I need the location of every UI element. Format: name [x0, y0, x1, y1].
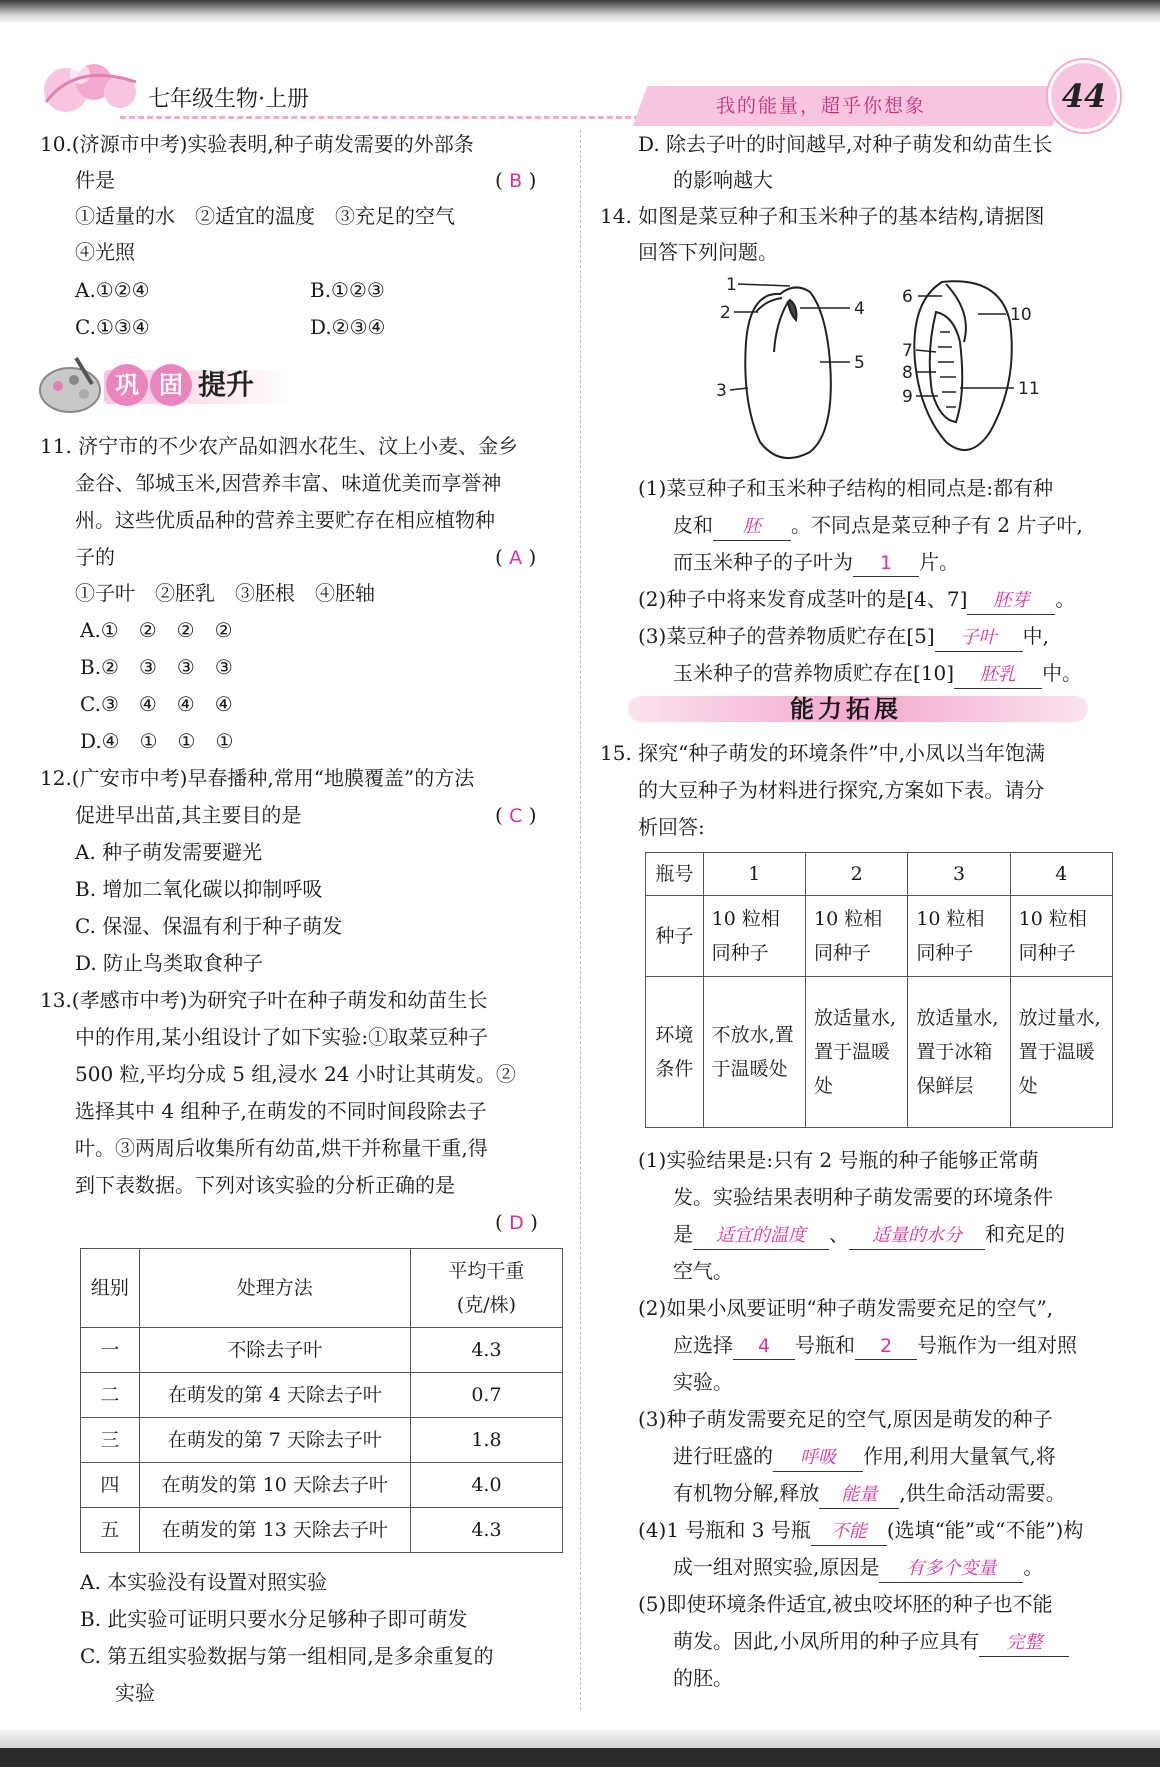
section-char-1: 巩 [106, 364, 148, 406]
q15-stem-line2: 的大豆种子为材料进行探究,方案如下表。请分 [638, 778, 1045, 802]
th-bottle: 瓶号 [646, 853, 704, 896]
diagram-label-7: 7 [902, 341, 913, 361]
q15-p1-line4: 空气。 [673, 1259, 733, 1283]
cell-group: 一 [81, 1328, 140, 1373]
column-divider [580, 130, 581, 1710]
row-head: 种子 [646, 896, 704, 977]
cell-env: 不放水,置于温暖处 [703, 977, 805, 1128]
cell-weight: 1.8 [410, 1418, 562, 1463]
answer-blank: 胚芽 [967, 588, 1055, 615]
th-col: 1 [703, 853, 805, 896]
section-consolidate-banner [36, 350, 296, 418]
text: 号瓶作为一组对照 [917, 1333, 1077, 1357]
q11-choice-d: D.④ ① ① ① [80, 729, 234, 753]
answer-blank: 4 [733, 1333, 795, 1360]
q11-options: ①子叶 ②胚乳 ③胚根 ④胚轴 [75, 581, 375, 605]
diagram-label-10: 10 [1010, 305, 1032, 325]
q13-th-weight-line1: 平均干重 [448, 1260, 525, 1282]
q10-choice-d: D.②③④ [310, 315, 386, 339]
q12-answer-value: C [509, 805, 523, 827]
q13-choice-a: A. 本实验没有设置对照实验 [80, 1570, 328, 1594]
diagram-label-5: 5 [854, 353, 865, 373]
q11-answer-value: A [509, 547, 523, 569]
diagram-label-11: 11 [1018, 379, 1040, 399]
text: 玉米种子的营养物质贮存在[10] [673, 661, 955, 685]
answer-blank: 有多个变量 [879, 1556, 1023, 1583]
header-slogan: 我的能量，超乎你想象 [716, 95, 927, 117]
q13-choice-d-line2: 的影响越大 [673, 168, 773, 192]
q15-p3-line3 [673, 1475, 1066, 1511]
q12-choice-d: D. 防止鸟类取食种子 [75, 951, 264, 975]
th-col: 2 [806, 853, 908, 896]
text: 是 [673, 1222, 693, 1246]
q13-stem-line6: 到下表数据。下列对该实验的分析正确的是 [75, 1173, 455, 1197]
table-row [81, 1508, 563, 1553]
header-dashline [120, 116, 640, 119]
answer-blank: 能量 [819, 1482, 899, 1509]
q14-p1-line3 [673, 544, 959, 580]
cell-env: 放过量水,置于温暖处 [1010, 977, 1112, 1128]
text: 成一组对照实验,原因是 [673, 1555, 880, 1579]
diagram-label-3: 3 [716, 381, 727, 401]
cell-env: 放适量水,置于温暖处 [806, 977, 908, 1128]
q12-answer: ( C ) [495, 803, 537, 827]
text: ,供生命活动需要。 [899, 1481, 1066, 1505]
cell-seed: 10 粒相同种子 [806, 896, 908, 977]
table-row [81, 1373, 563, 1418]
section-expand-title: 能力拓展 [790, 695, 902, 723]
q11-stem-line4: 子的 [75, 545, 115, 569]
q10-choice-a: A.①②④ [75, 278, 150, 302]
answer-blank: 完整 [979, 1630, 1069, 1657]
q11-stem-line2: 金谷、邹城玉米,因营养丰富、味道优美而享誉神 [75, 471, 502, 495]
text: (4)1 号瓶和 3 号瓶 [638, 1518, 811, 1542]
q13-table-header [81, 1249, 563, 1328]
q15-p5-line1: (5)即使环境条件适宜,被虫咬坏胚的种子也不能 [638, 1592, 1053, 1616]
cell-method: 在萌发的第 13 天除去子叶 [139, 1508, 410, 1553]
q13-answer: ( D ) [495, 1210, 538, 1234]
cell-weight: 0.7 [410, 1373, 562, 1418]
q13-stem-line1: 13.(孝感市中考)为研究子叶在种子萌发和幼苗生长 [40, 988, 488, 1012]
q15-p1-line1: (1)实验结果是:只有 2 号瓶的种子能够正常萌 [638, 1148, 1039, 1172]
q11-answer: ( A ) [495, 545, 537, 569]
text: 。不同点是菜豆种子有 2 片子叶, [791, 513, 1083, 537]
q12-choice-c: C. 保湿、保温有利于种子萌发 [75, 914, 343, 938]
header-title: 七年级生物·上册 [148, 87, 309, 112]
bean-seed [745, 287, 831, 458]
text: 萌发。因此,小凤所用的种子应具有 [673, 1629, 980, 1653]
diagram-label-8: 8 [902, 363, 913, 383]
diagram-label-1: 1 [726, 275, 737, 295]
q12-stem-line2: 促进早出苗,其主要目的是 [75, 803, 302, 827]
q11-choice-b: B.② ③ ③ ③ [80, 655, 233, 679]
q13-choice-d-line1: D. 除去子叶的时间越早,对种子萌发和幼苗生长 [638, 132, 1053, 156]
cell-seed: 10 粒相同种子 [908, 896, 1010, 977]
cell-weight: 4.3 [410, 1508, 562, 1553]
q10-stem-line1: 10.(济源市中考)实验表明,种子萌发需要的外部条 [40, 132, 474, 156]
cell-seed: 10 粒相同种子 [1010, 896, 1112, 977]
q10-options-line2: ④光照 [75, 240, 135, 264]
q13-choice-c-line1: C. 第五组实验数据与第一组相同,是多余重复的 [80, 1644, 494, 1668]
q14-stem-line2: 回答下列问题。 [638, 240, 778, 264]
cell-group: 三 [81, 1418, 140, 1463]
text: 皮和 [673, 513, 713, 537]
cell-seed: 10 粒相同种子 [703, 896, 805, 977]
text: (3)菜豆种子的营养物质贮存在[5] [638, 624, 935, 648]
q15-p2-line2 [673, 1327, 1077, 1363]
q13-choice-c-line2: 实验 [115, 1681, 155, 1705]
q15-p5-line2 [673, 1623, 1069, 1659]
cell-method: 在萌发的第 4 天除去子叶 [139, 1373, 410, 1418]
palette-icon [36, 350, 106, 418]
q12-choice-b: B. 增加二氧化碳以抑制呼吸 [75, 877, 323, 901]
answer-blank: 适宜的温度 [693, 1223, 829, 1250]
answer-blank: 适量的水分 [849, 1223, 985, 1250]
text: 中, [1022, 624, 1050, 648]
text: 和充足的 [985, 1222, 1065, 1246]
table-row [81, 1328, 563, 1373]
answer-blank: 子叶 [935, 625, 1023, 652]
q15-p3-line1: (3)种子萌发需要充足的空气,原因是萌发的种子 [638, 1407, 1053, 1431]
q10-answer: ( B ) [495, 168, 537, 192]
q13-stem-line2: 中的作用,某小组设计了如下实验:①取菜豆种子 [75, 1025, 489, 1049]
q14-p1-line1: (1)菜豆种子和玉米种子结构的相同点是:都有种 [638, 476, 1054, 500]
q13-th-group: 组别 [81, 1249, 140, 1328]
q13-stem-line3: 500 粒,平均分成 5 组,浸水 24 小时让其萌发。② [75, 1062, 516, 1086]
q11-choice-c: C.③ ④ ④ ④ [80, 692, 233, 716]
q15-p5-line3: 的胚。 [673, 1666, 733, 1690]
q11-choice-a: A.① ② ② ② [80, 618, 233, 642]
text: 。 [1055, 587, 1076, 611]
q13-th-weight [410, 1249, 562, 1328]
q15-p4-line2 [673, 1549, 1043, 1585]
q12-choice-a: A. 种子萌发需要避光 [75, 840, 263, 864]
q10-choice-b: B.①②③ [310, 278, 385, 302]
text: (选填“能”或“不能”)构 [886, 1518, 1084, 1542]
answer-blank: 胚乳 [954, 662, 1042, 689]
text: 。 [1023, 1555, 1044, 1579]
q15-p1-line3 [673, 1216, 1065, 1252]
q14-p1-line2 [673, 507, 1083, 543]
cell-weight: 4.0 [410, 1463, 562, 1508]
q15-p2-line3: 实验。 [673, 1370, 733, 1394]
diagram-label-4: 4 [854, 299, 865, 319]
q15-p2-line1: (2)如果小凤要证明“种子萌发需要充足的空气”, [638, 1296, 1054, 1320]
text: 作用,利用大量氧气,将 [863, 1444, 1056, 1468]
q15-stem-line1: 15. 探究“种子萌发的环境条件”中,小凤以当年饱满 [600, 741, 1045, 765]
q13-choice-b: B. 此实验可证明只要水分足够种子即可萌发 [80, 1607, 468, 1631]
flower-ornament [36, 52, 146, 122]
scan-top-edge [0, 0, 1160, 22]
q15-stem-line3: 析回答: [638, 815, 705, 839]
cell-method: 在萌发的第 7 天除去子叶 [139, 1418, 410, 1463]
cell-env: 放适量水,置于冰箱保鲜层 [908, 977, 1010, 1128]
answer-blank: 胚 [713, 514, 791, 541]
q15-p4-line1 [638, 1512, 1083, 1548]
seed-diagram [710, 272, 1070, 468]
scan-bottom-bar [0, 1748, 1160, 1767]
q14-p3-line1 [638, 618, 1049, 654]
text: 号瓶和 [795, 1333, 855, 1357]
q13-table [80, 1248, 563, 1553]
table-row [81, 1463, 563, 1508]
cell-group: 四 [81, 1463, 140, 1508]
corn-seed [914, 281, 1011, 450]
table-row [81, 1418, 563, 1463]
cell-group: 二 [81, 1373, 140, 1418]
section-title: 提升 [198, 368, 255, 401]
table-row [646, 896, 1113, 977]
q14-p2 [638, 581, 1075, 617]
text: 片。 [919, 550, 959, 574]
page-number: 44 [1048, 60, 1120, 132]
q11-stem-line3: 州。这些优质品种的营养主要贮存在相应植物种 [75, 508, 495, 532]
text: 应选择 [673, 1333, 733, 1357]
q10-choice-c: C.①③④ [75, 315, 150, 339]
q14-p3-line2 [673, 655, 1082, 691]
text: 而玉米种子的子叶为 [673, 550, 853, 574]
scan-bottom-edge [0, 1730, 1160, 1748]
diagram-label-2: 2 [720, 303, 731, 323]
cell-weight: 4.3 [410, 1328, 562, 1373]
q11-stem-line1: 11. 济宁市的不少农产品如泗水花生、汶上小麦、金乡 [40, 434, 519, 458]
table-row [646, 853, 1113, 896]
q10-options-line1: ①适量的水 ②适宜的温度 ③充足的空气 [75, 204, 455, 228]
q15-p3-line2 [673, 1438, 1056, 1474]
cell-method: 不除去子叶 [139, 1328, 410, 1373]
answer-blank: 2 [855, 1333, 917, 1360]
q13-th-method: 处理方法 [139, 1249, 410, 1328]
answer-blank: 呼吸 [773, 1445, 863, 1472]
th-col: 4 [1010, 853, 1112, 896]
text: 、 [829, 1222, 849, 1246]
section-char-2: 固 [150, 364, 192, 406]
q13-stem-line5: 叶。③两周后收集所有幼苗,烘干并称量干重,得 [75, 1136, 488, 1160]
diagram-label-9: 9 [902, 387, 913, 407]
answer-blank: 1 [853, 550, 919, 577]
th-col: 3 [908, 853, 1010, 896]
answer-blank: 不能 [811, 1519, 887, 1546]
diagram-label-6: 6 [902, 287, 913, 307]
row-head: 环境条件 [646, 977, 704, 1128]
text: (2)种子中将来发育成茎叶的是[4、7] [638, 587, 968, 611]
q10-stem-line2: 件是 [75, 168, 115, 192]
q13-answer-value: D [509, 1212, 524, 1234]
table-row [646, 977, 1113, 1128]
text: 有机物分解,释放 [673, 1481, 820, 1505]
text: 进行旺盛的 [673, 1444, 773, 1468]
q15-p1-line2: 发。实验结果表明种子萌发需要的环境条件 [673, 1185, 1053, 1209]
text: 中。 [1042, 661, 1083, 685]
q12-stem-line1: 12.(广安市中考)早春播种,常用“地膜覆盖”的方法 [40, 766, 475, 790]
q13-th-weight-line2: (克/株) [456, 1294, 517, 1316]
q13-stem-line4: 选择其中 4 组种子,在萌发的不同时间段除去子 [75, 1099, 487, 1123]
cell-group: 五 [81, 1508, 140, 1553]
q14-stem-line1: 14. 如图是菜豆种子和玉米种子的基本结构,请据图 [600, 204, 1045, 228]
q10-answer-value: B [509, 170, 523, 192]
q15-table [645, 852, 1113, 1128]
cell-method: 在萌发的第 10 天除去子叶 [139, 1463, 410, 1508]
